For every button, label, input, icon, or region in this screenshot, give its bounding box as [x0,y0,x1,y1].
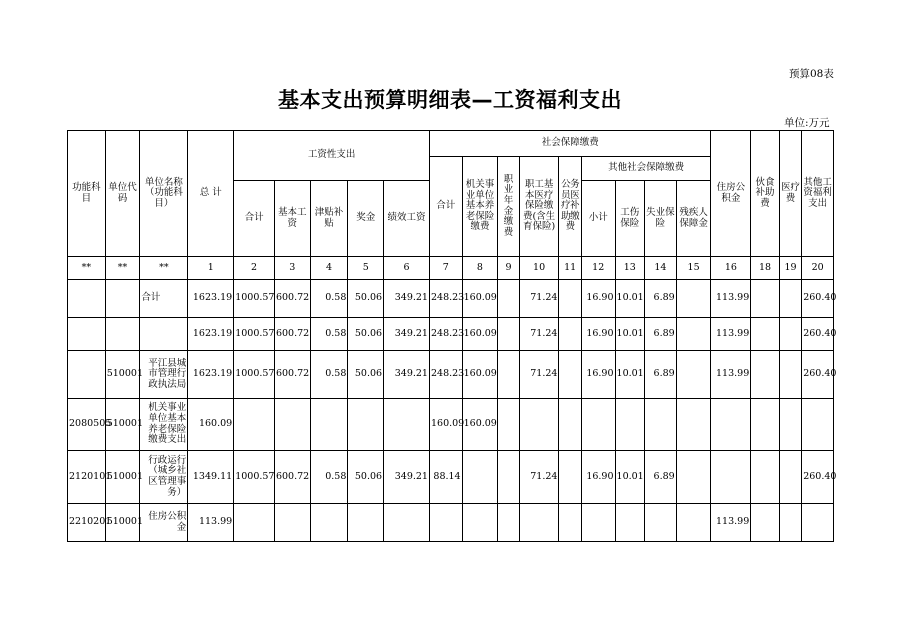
amount-cell [645,504,677,542]
func-subject-cell [68,351,106,399]
amount-cell: 10.01 [615,451,645,504]
amount-cell: 0.58 [310,451,348,504]
amount-cell [274,399,310,451]
amount-cell: 349.21 [384,451,430,504]
amount-cell: 50.06 [348,318,384,351]
func-subject-cell: 2210201 [68,504,106,542]
amount-cell [519,399,559,451]
amount-cell: 349.21 [384,351,430,399]
amount-cell [498,504,519,542]
amount-cell [559,318,581,351]
header-wage-group: 工资性支出 [234,131,430,181]
unit-name-cell: 机关事业单位基本养老保险缴费支出 [140,399,188,451]
header-med-fee: 医疗费 [779,131,801,257]
amount-cell [676,399,711,451]
column-index-cell: 15 [676,257,711,280]
header-unit-code: 单位代码 [105,131,140,257]
amount-cell: 10.01 [615,351,645,399]
amount-cell [802,399,834,451]
amount-cell [559,504,581,542]
amount-cell: 1000.57 [234,280,275,318]
amount-cell [384,504,430,542]
amount-cell [676,280,711,318]
amount-cell: 1623.19 [188,351,234,399]
page-title: 基本支出预算明细表—工资福利支出 [278,88,622,112]
amount-cell [779,451,801,504]
column-index-cell: 1 [188,257,234,280]
column-index-cell: 14 [645,257,677,280]
amount-cell [498,451,519,504]
amount-cell: 160.09 [462,280,498,318]
header-housing: 住房公积金 [711,131,751,257]
amount-cell: 16.90 [581,451,615,504]
amount-cell: 349.21 [384,318,430,351]
amount-cell [779,318,801,351]
amount-cell: 16.90 [581,280,615,318]
amount-cell: 113.99 [711,280,751,318]
amount-cell [498,351,519,399]
header-other-subtotal: 小计 [581,181,615,257]
amount-cell: 600.72 [274,451,310,504]
unit-name-cell: 平江县城市管理行政执法局 [140,351,188,399]
amount-cell [559,399,581,451]
amount-cell: 260.40 [802,351,834,399]
column-index-cell: 20 [802,257,834,280]
amount-cell [310,399,348,451]
amount-cell: 160.09 [429,399,462,451]
column-index-cell: 6 [384,257,430,280]
column-index-cell: 12 [581,257,615,280]
column-index-cell: 4 [310,257,348,280]
amount-cell [559,451,581,504]
unit-name-cell: 合计 [140,280,188,318]
header-injury: 工伤保险 [615,181,645,257]
amount-cell: 113.99 [711,318,751,351]
amount-cell: 71.24 [519,318,559,351]
column-index-cell: 11 [559,257,581,280]
amount-cell: 260.40 [802,451,834,504]
amount-cell [384,399,430,451]
amount-cell [779,399,801,451]
unit-code-cell: 510001 [105,451,140,504]
amount-cell [274,504,310,542]
amount-cell [751,351,780,399]
column-index-cell: 2 [234,257,275,280]
amount-cell: 16.90 [581,318,615,351]
amount-cell: 160.09 [188,399,234,451]
amount-cell: 71.24 [519,280,559,318]
amount-cell [711,451,751,504]
amount-cell: 248.23 [429,280,462,318]
amount-cell [498,318,519,351]
amount-cell: 600.72 [274,318,310,351]
amount-cell: 88.14 [429,451,462,504]
amount-cell [234,399,275,451]
header-disability: 残疾人保障金 [676,181,711,257]
amount-cell [498,280,519,318]
unit-code-cell: 510001 [105,504,140,542]
amount-cell [519,504,559,542]
amount-cell [676,351,711,399]
amount-cell [676,504,711,542]
amount-cell [559,280,581,318]
column-index-cell: ** [68,257,106,280]
func-subject-cell [68,318,106,351]
amount-cell [429,504,462,542]
table-row [68,504,834,542]
amount-cell: 160.09 [462,399,498,451]
amount-cell: 6.89 [645,318,677,351]
table-row [68,451,834,504]
amount-cell: 71.24 [519,451,559,504]
amount-cell [310,504,348,542]
amount-cell [462,451,498,504]
amount-cell [462,504,498,542]
form-number: 预算08表 [789,68,834,80]
header-basic-wage: 基本工资 [274,181,310,257]
column-index-cell: 3 [274,257,310,280]
header-func-subject: 功能科目 [68,131,106,257]
header-total: 总 计 [188,131,234,257]
amount-cell [751,399,780,451]
table-row [68,318,834,351]
budget-table [67,130,837,542]
amount-cell [779,280,801,318]
amount-cell [751,504,780,542]
column-index-cell: 8 [462,257,498,280]
amount-cell: 600.72 [274,351,310,399]
unit-label: 单位:万元 [784,117,830,129]
amount-cell: 113.99 [711,504,751,542]
amount-cell [711,399,751,451]
unit-name-cell [140,318,188,351]
amount-cell: 50.06 [348,351,384,399]
func-subject-cell [68,280,106,318]
amount-cell: 6.89 [645,280,677,318]
column-index-cell: 7 [429,257,462,280]
amount-cell [615,399,645,451]
column-index-cell: 16 [711,257,751,280]
column-index-cell: ** [105,257,140,280]
column-index-cell: 19 [779,257,801,280]
header-social-group: 社会保障缴费 [429,131,711,157]
amount-cell [645,399,677,451]
amount-cell [751,451,780,504]
amount-cell: 113.99 [188,504,234,542]
header-wage-subtotal: 合计 [234,181,275,257]
column-index-cell: 10 [519,257,559,280]
header-other-group: 其他社会保障缴费 [581,157,711,181]
header-perf-wage: 绩效工资 [384,181,430,257]
amount-cell: 50.06 [348,280,384,318]
header-pension: 机关事业单位基本养老保险缴费 [462,157,498,257]
amount-cell: 1623.19 [188,318,234,351]
column-index-row [68,257,834,280]
amount-cell [751,280,780,318]
unit-name-cell: 行政运行（城乡社区管理事务） [140,451,188,504]
header-meal: 伙食补助费 [751,131,780,257]
header-medical: 职工基本医疗保险缴费(含生育保险) [519,157,559,257]
table-row [68,351,834,399]
amount-cell: 1623.19 [188,280,234,318]
amount-cell [234,504,275,542]
amount-cell: 1349.11 [188,451,234,504]
amount-cell: 6.89 [645,451,677,504]
amount-cell: 0.58 [310,280,348,318]
table-row [68,280,834,318]
amount-cell: 160.09 [462,351,498,399]
amount-cell: 6.89 [645,351,677,399]
column-index-cell: ** [140,257,188,280]
amount-cell [615,504,645,542]
amount-cell: 349.21 [384,280,430,318]
column-index-cell: 9 [498,257,519,280]
amount-cell: 600.72 [274,280,310,318]
amount-cell [581,504,615,542]
amount-cell: 260.40 [802,280,834,318]
amount-cell [498,399,519,451]
amount-cell [348,504,384,542]
unit-code-cell: 510001 [105,351,140,399]
amount-cell: 248.23 [429,318,462,351]
unit-code-cell [105,280,140,318]
header-civil-med: 公务员医疗补助缴费 [559,157,581,257]
amount-cell: 71.24 [519,351,559,399]
header-other-welfare: 其他工资福利支出 [802,131,834,257]
amount-cell [581,399,615,451]
amount-cell: 0.58 [310,351,348,399]
func-subject-cell: 2120101 [68,451,106,504]
amount-cell: 113.99 [711,351,751,399]
amount-cell: 10.01 [615,318,645,351]
header-allowance: 津贴补贴 [310,181,348,257]
amount-cell [676,318,711,351]
header-social-subtotal: 合计 [429,157,462,257]
header-unemployment: 失业保险 [645,181,677,257]
amount-cell [348,399,384,451]
column-index-cell: 13 [615,257,645,280]
header-annuity: 职业年金缴费 [498,157,519,257]
amount-cell: 1000.57 [234,318,275,351]
amount-cell: 1000.57 [234,451,275,504]
header-bonus: 奖金 [348,181,384,257]
amount-cell: 248.23 [429,351,462,399]
amount-cell [779,504,801,542]
amount-cell: 260.40 [802,318,834,351]
unit-code-cell [105,318,140,351]
amount-cell [802,504,834,542]
amount-cell: 50.06 [348,451,384,504]
amount-cell [676,451,711,504]
table-row [68,399,834,451]
amount-cell: 10.01 [615,280,645,318]
amount-cell [779,351,801,399]
amount-cell: 16.90 [581,351,615,399]
amount-cell [559,351,581,399]
column-index-cell: 5 [348,257,384,280]
header-unit-name: 单位名称（功能科目） [140,131,188,257]
column-index-cell: 18 [751,257,780,280]
amount-cell: 1000.57 [234,351,275,399]
amount-cell [751,318,780,351]
amount-cell: 160.09 [462,318,498,351]
unit-name-cell: 住房公积金 [140,504,188,542]
func-subject-cell: 2080505 [68,399,106,451]
amount-cell: 0.58 [310,318,348,351]
unit-code-cell: 510001 [105,399,140,451]
